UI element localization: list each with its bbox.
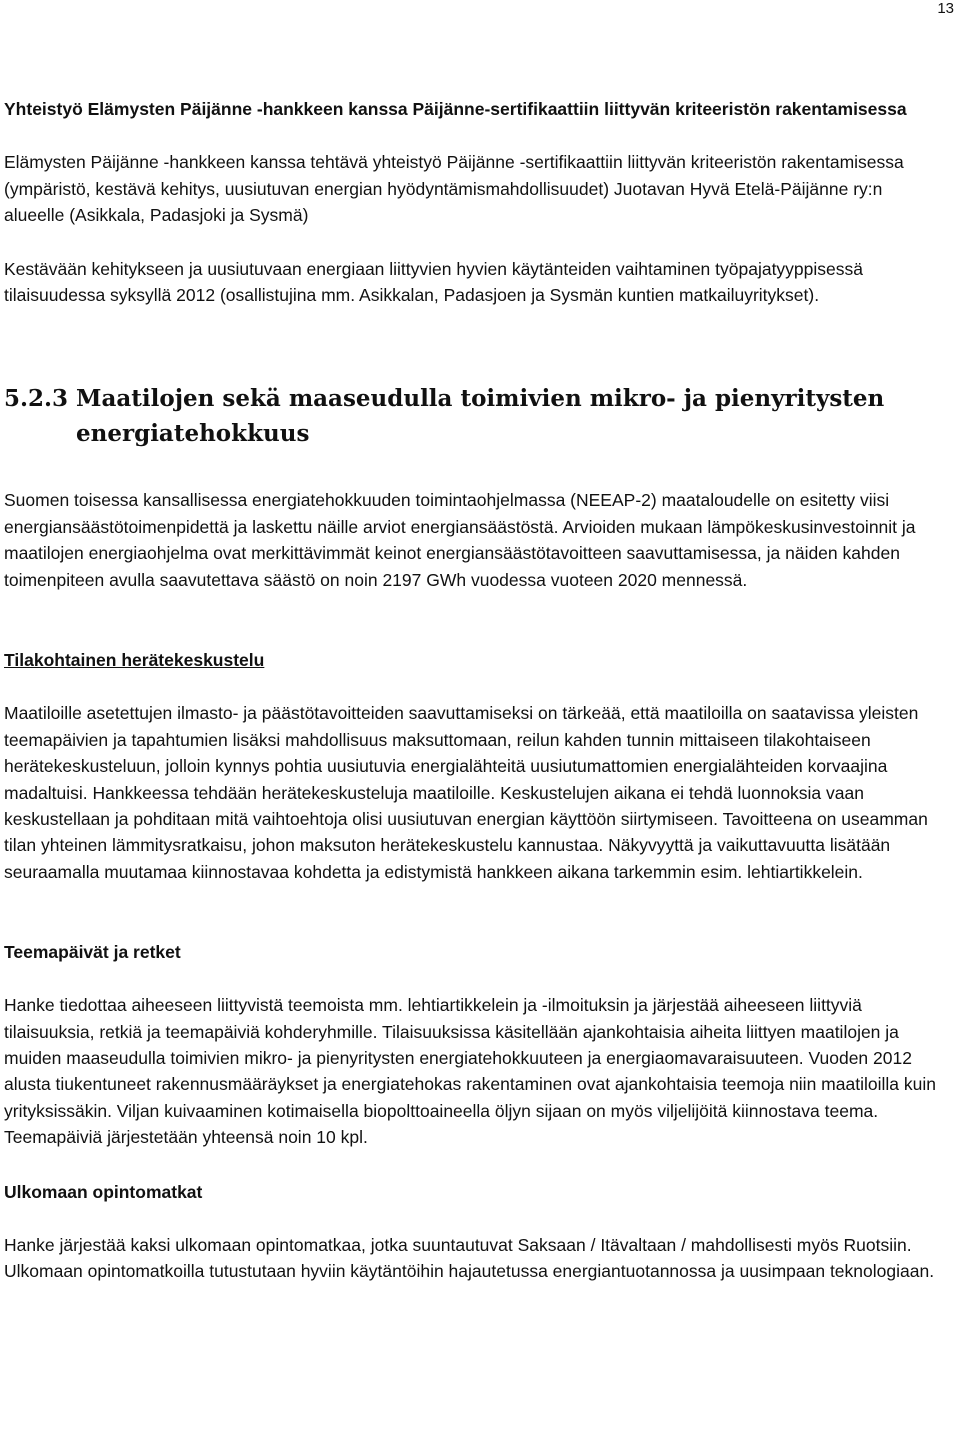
page-number: 13 (937, 0, 954, 17)
section-number: 5.2.3 (4, 384, 69, 412)
section-title: Maatilojen sekä maaseudulla toimivien mikro- ja pienyritysten energiatehokkuus (76, 384, 885, 447)
document-body (4, 96, 944, 1284)
block-heading: Yhteistyö Elämysten Päijänne -hankkeen kanssa Päijänne-sertifikaattiin liittyvän kriteeristön rakentamisessa (4, 99, 907, 119)
subheading: Ulkomaan opintomatkat (4, 1181, 203, 1202)
paragraph: Suomen toisessa kansallisessa energiatehokkuuden toimintaohjelmassa (NEEAP-2) maataloudelle on esitetty viisi energiansäästötoimenpidettä ja laskettu näille arviot energiansäästöstä. Arvioiden mukaan lämpökeskusinvestoinnit ja maatilojen energiaohjelma ovat merkittävimmät keinot energiansäästötavoitteen saavuttamisessa, ja näiden kahden toimenpiteen avulla saavutettava säästö on noin 2197 GWh vuodessa vuoteen 2020 mennessä. (4, 489, 916, 590)
paragraph: Kestävään kehitykseen ja uusiutuvaan energiaan liittyvien hyvien käytänteiden vaihtaminen työpajatyyppisessä tilaisuudessa syksyllä 2012 (osallistujina mm. Asikkalan, Padasjoen ja Sysmän kuntien matkailuyritykset). (4, 258, 864, 306)
paragraph: Hanke järjestää kaksi ulkomaan opintomatkaa, jotka suuntautuvat Saksaan / Itävaltaan / mahdollisesti myös Ruotsiin. Ulkomaan opintomatkoilla tutustutaan hyviin käytäntöihin hajautetussa energiantuotannossa ja uusimpaan teknologiaan. (4, 1234, 935, 1282)
subheading: Tilakohtainen herätekeskustelu (4, 650, 265, 671)
subheading: Teemapäivät ja retket (4, 942, 181, 963)
paragraph: Elämysten Päijänne -hankkeen kanssa tehtävä yhteistyö Päijänne -sertifikaattiin liittyvän kriteeristön rakentamisessa (ympäristö, kestävä kehitys, uusiutuvan energian hyödyntämismahdollisuudet) Juotavan Hyvä Etelä-Päijänne ry:n alueelle (Asikkala, Padasjoki ja Sysmä) (4, 152, 904, 226)
paragraph: Hanke tiedottaa aiheeseen liittyvistä teemoista mm. lehtiartikkelein ja -ilmoituksin ja järjestää aiheeseen liittyviä tilaisuuksia, retkiä ja teemapäiviä kohderyhmille. Tilaisuuksissa käsitellään ajankohtaisia aiheita liittyen maatilojen ja muiden maaseudulla toimivien mikro- ja pienyritysten energiatehokkuuteen ja energiaomavaraisuuteen. Vuoden 2012 alusta tiukentuneet rakennusmääräykset ja energiatehokas rakentaminen ovat ajankohtaisia teemoja niin maatiloilla kuin yrityksissäkin. Viljan kuivaaminen kotimaisella biopolttoaineella öljyn sijaan on myös viljelijöitä kiinnostava teema. Teemapäiviä järjestetään yhteensä noin 10 kpl. (4, 995, 936, 1148)
paragraph: Maatiloille asetettujen ilmasto- ja päästötavoitteiden saavuttamiseksi on tärkeää, että maatiloilla on saatavissa yleisten teemapäivien ja tapahtumien lisäksi mahdollisuus maksuttomaan, reilun kahden tunnin mittaiseen tilakohtaiseen herätekeskusteluun, jolloin kynnys pohtia uusiutuvia energialähteitä uusiutumattomien energialähteiden korvaajina madaltuisi. Hankkeessa tehdään herätekeskusteluja maatiloille. Keskustelujen aikana ei tehdä luonnoksia vaan keskustellaan ja pohditaan mitä vaihtoehtoja olisi uusiutuvan energian käyttöön siirtymiseen. Tavoitteena on useamman tilan yhteinen lämmitysratkaisu, johon maksuton herätekeskustelu kannustaa. Näkyvyyttä ja vaikuttavuutta lisätään seuraamalla muutamaa kiinnostavaa kohdetta ja edistymistä hankkeen aikana tarkemmin esim. lehtiartikkelein. (4, 703, 928, 882)
section-heading (4, 381, 944, 451)
